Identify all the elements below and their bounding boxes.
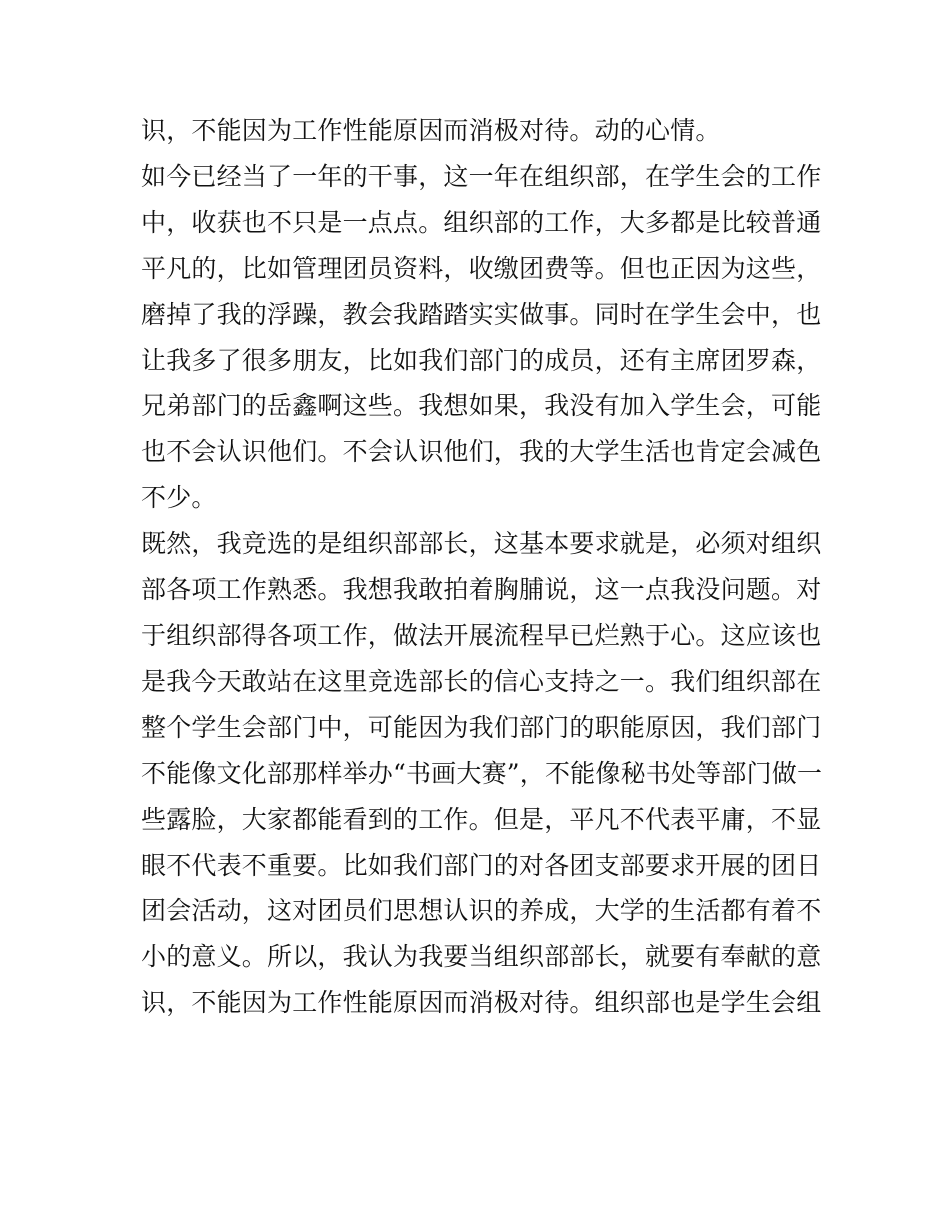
- text-line: 整个学生会部门中，可能因为我们部门的职能原因，我们部门: [141, 712, 822, 742]
- text-line: 识，不能因为工作性能原因而消极对待。组织部也是学生会组: [141, 988, 822, 1018]
- text-line: 既然，我竞选的是组织部部长，这基本要求就是，必须对组织: [141, 529, 822, 559]
- text-line: 不少。: [141, 483, 217, 513]
- text-line: 如今已经当了一年的干事，这一年在组织部，在学生会的工作: [141, 161, 822, 191]
- text-line: 中，收获也不只是一点点。组织部的工作，大多都是比较普通: [141, 207, 822, 237]
- text-line: 磨掉了我的浮躁，教会我踏踏实实做事。同时在学生会中，也: [141, 299, 822, 329]
- body-text: [141, 108, 821, 1026]
- text-line: 部各项工作熟悉。我想我敢拍着胸脯说，这一点我没问题。对: [141, 575, 822, 605]
- text-line: 小的意义。所以，我认为我要当组织部部长，就要有奉献的意: [141, 942, 822, 972]
- text-line: 于组织部得各项工作，做法开展流程早已烂熟于心。这应该也: [141, 620, 822, 650]
- text-line: 眼不代表不重要。比如我们部门的对各团支部要求开展的团日: [141, 850, 822, 880]
- text-line: 也不会认识他们。不会认识他们，我的大学生活也肯定会减色: [141, 437, 822, 467]
- text-line: 兄弟部门的岳鑫啊这些。我想如果，我没有加入学生会，可能: [141, 391, 822, 421]
- text-line: 是我今天敢站在这里竞选部长的信心支持之一。我们组织部在: [141, 666, 822, 696]
- text-line: 平凡的，比如管理团员资料，收缴团费等。但也正因为这些，: [141, 253, 822, 283]
- text-line: 团会活动，这对团员们思想认识的养成，大学的生活都有着不: [141, 896, 822, 926]
- text-line: 些露脸，大家都能看到的工作。但是，平凡不代表平庸，不显: [141, 804, 822, 834]
- text-line: 让我多了很多朋友，比如我们部门的成员，还有主席团罗森，: [141, 345, 822, 375]
- text-line: 不能像文化部那样举办“书画大赛”，不能像秘书处等部门做一: [141, 758, 823, 788]
- text-line: 识，不能因为工作性能原因而消极对待。动的心情。: [141, 116, 721, 145]
